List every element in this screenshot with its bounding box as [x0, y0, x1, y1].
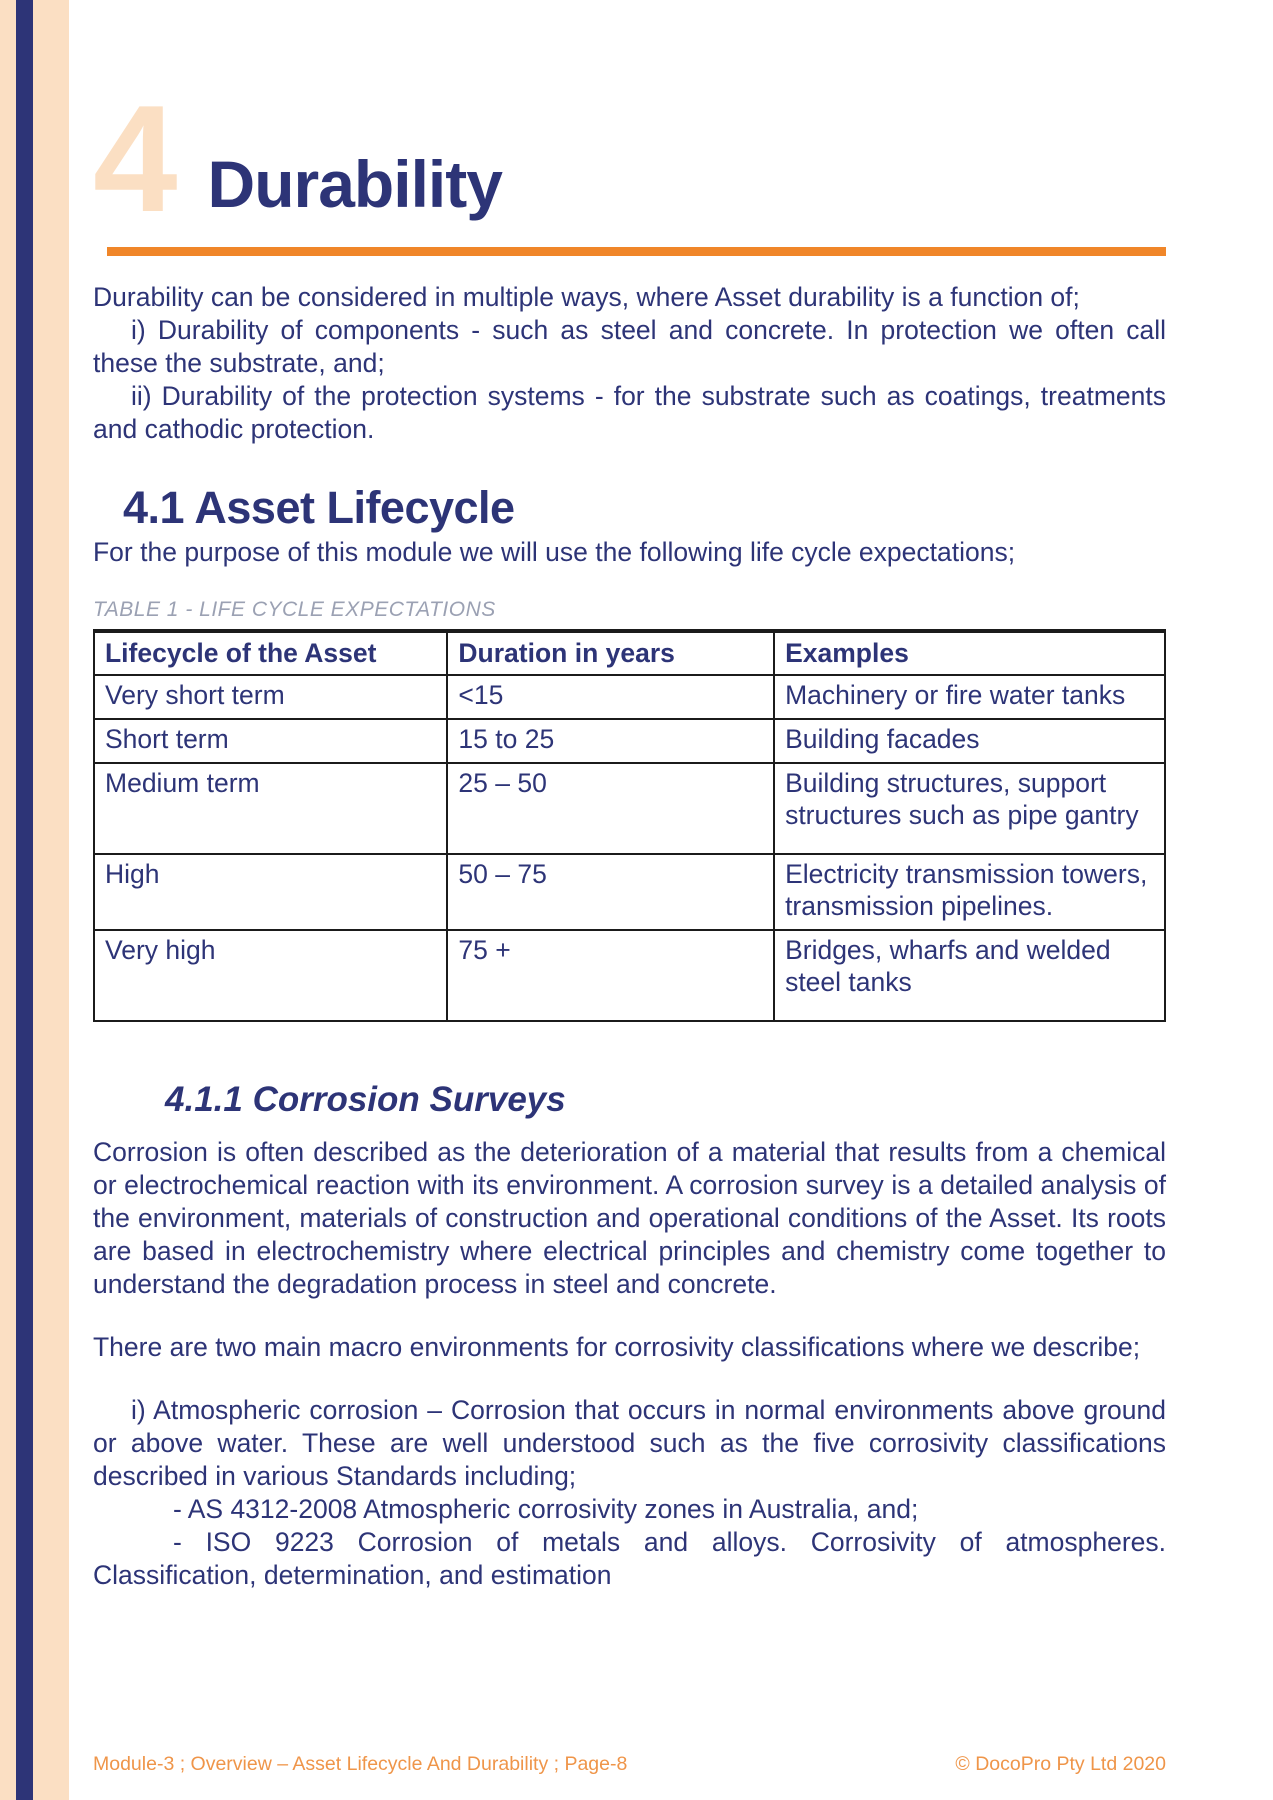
cell-examples: Electricity transmission towers, transmission pipelines. [774, 854, 1165, 930]
cell-lifecycle: Medium term [94, 763, 447, 854]
chapter-number: 4 [93, 74, 176, 245]
corrosion-paragraph-2: There are two main macro environments for corrosivity classifications where we describe; [93, 1332, 1141, 1362]
intro-item-i: i) Durability of components - such as steel and concrete. In protection we often call these the substrate, and; [93, 315, 1166, 378]
left-edge-strip-navy [16, 0, 33, 1800]
lifecycle-expectations-table [93, 629, 1166, 1022]
table-row [94, 675, 1165, 719]
footer-module-info: Module-3 ; Overview – Asset Lifecycle And Durability ; Page-8 [93, 1753, 628, 1775]
intro-item-ii: ii) Durability of the protection systems - for the substrate such as coatings, treatments and cathodic protection. [93, 381, 1166, 444]
cell-duration: 15 to 25 [447, 719, 774, 763]
section-heading-asset-lifecycle: 4.1 Asset Lifecycle [123, 482, 515, 533]
column-header-examples: Examples [774, 631, 1165, 675]
corrosion-item-i: i) Atmospheric corrosion – Corrosion that occurs in normal environments above ground or above water. These are well understood such as the five corrosivity classifications described in various Standards including; [93, 1395, 1166, 1491]
chapter-title: Durability [207, 146, 502, 221]
column-header-lifecycle: Lifecycle of the Asset [94, 631, 447, 675]
section-heading-corrosion-surveys: 4.1.1 Corrosion Surveys [165, 1080, 566, 1119]
table-row [94, 854, 1165, 930]
cell-duration: 25 – 50 [447, 763, 774, 854]
cell-examples: Building facades [774, 719, 1165, 763]
table-header-row [94, 631, 1165, 675]
left-edge-strip-peach-outer [0, 0, 16, 1800]
cell-duration: <15 [447, 675, 774, 719]
bullet-as-standard: - AS 4312-2008 Atmospheric corrosivity zones in Australia, and; [173, 1494, 919, 1524]
cell-lifecycle: High [94, 854, 447, 930]
page-footer [93, 1753, 1166, 1776]
cell-lifecycle: Very high [94, 930, 447, 1021]
intro-block [93, 281, 1166, 446]
table-caption: TABLE 1 - LIFE CYCLE EXPECTATIONS [93, 598, 496, 621]
cell-examples: Machinery or fire water tanks [774, 675, 1165, 719]
intro-lead-paragraph: Durability can be considered in multiple ways, where Asset durability is a function of; [93, 282, 1080, 312]
footer-copyright: © DocoPro Pty Ltd 2020 [955, 1753, 1166, 1775]
left-edge-strip-peach-inner [33, 0, 69, 1800]
column-header-duration: Duration in years [447, 631, 774, 675]
table-body [94, 675, 1165, 1021]
title-divider-rule [107, 247, 1166, 256]
cell-lifecycle: Short term [94, 719, 447, 763]
cell-duration: 75 + [447, 930, 774, 1021]
page-content [93, 0, 1166, 1592]
corrosion-surveys-block [93, 1136, 1166, 1592]
table-row [94, 719, 1165, 763]
table-head [94, 631, 1165, 675]
cell-examples: Bridges, wharfs and welded steel tanks [774, 930, 1165, 1021]
cell-examples: Building structures, support structures such as pipe gantry [774, 763, 1165, 854]
cell-duration: 50 – 75 [447, 854, 774, 930]
table-row [94, 930, 1165, 1021]
asset-lifecycle-lead: For the purpose of this module we will use the following life cycle expectations; [93, 537, 1016, 567]
chapter-header [93, 74, 1166, 245]
corrosion-paragraph-1: Corrosion is often described as the deterioration of a material that results from a chemical or electrochemical reaction with its environment. A corrosion survey is a detailed analysis of the environment, materials of construction and operational conditions of the Asset. Its roots are based in electrochemistry where electrical principles and chemistry come together to understand the degradation process in steel and concrete. [93, 1137, 1166, 1299]
table-row [94, 763, 1165, 854]
bullet-iso-standard: - ISO 9223 Corrosion of metals and alloys. Corrosivity of atmospheres. Classification, determination, and estimation [93, 1527, 1166, 1590]
cell-lifecycle: Very short term [94, 675, 447, 719]
